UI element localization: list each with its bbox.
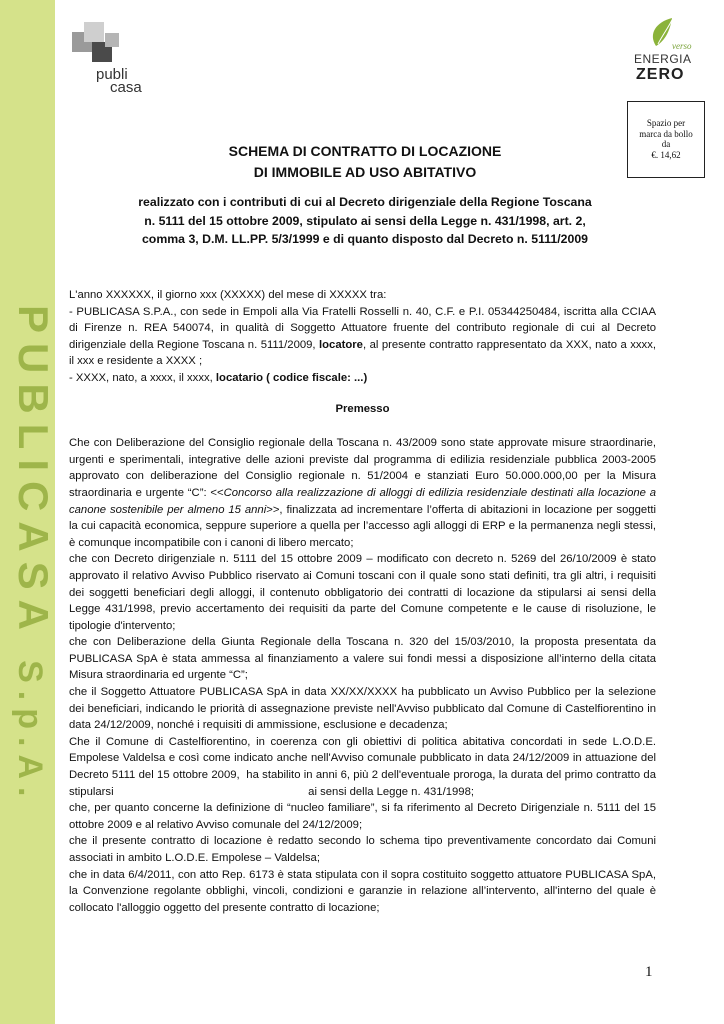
subtitle-line: realizzato con i contributi di cui al Decreto dirigenziale della Regione Toscana xyxy=(138,195,592,209)
paragraph: che in data 6/4/2011, con atto Rep. 6173 è stata stipulata con il sopra costituito soggetto attuatore PUBLICASA SpA, la Convenzione regolante obblighi, vincoli, condizioni e garanzie in relazione all’intervento, all'interno del quale è collocato l'alloggio oggetto del presente contratto di locazione; xyxy=(69,868,656,914)
paragraph: che il Soggetto Attuatore PUBLICASA SpA in data XX/XX/XXXX ha pubblicato un Avviso Pubblico per la selezione dei beneficiari, indicando le priorità di assegnazione previste nell'Avviso pubblicato dal Comune di Castelfiorentino in data 24/12/2009, nonché i requisiti di ammissione, esclusione e decadenza; xyxy=(69,686,656,732)
stamp-box xyxy=(627,101,705,178)
sidebar-brand-suffix: S.p.A. xyxy=(11,660,49,805)
title-line: DI IMMOBILE AD USO ABITATIVO xyxy=(253,164,477,180)
page-number: 1 xyxy=(645,964,653,980)
document-subtitle xyxy=(100,193,630,249)
paragraph: Che il Comune di Castelfiorentino, in coerenza con gli obiettivi di politica abitativa concordati in sede L.O.D.E. Empolese Valdelsa e così come indicato anche nell'Avviso comunale pubblicato in data 24/12/2009 in attuazione del Decreto 5111 del 15 ottobre 2009, ha stabilito in anni 6, più 2 dell'eventuale proroga, la durata del primo contratto da stipularsi ai sensi della Legge n. 431/1998; xyxy=(69,735,660,798)
paragraph: che, per quanto concerne la definizione di “nucleo familiare”, si fa riferimento al Decreto Dirigenziale n. 5111 del 15 ottobre 2009 e al relativo Avviso comunale del 24/12/2009; xyxy=(69,802,656,831)
energia-logo-energia: ENERGIA xyxy=(634,52,692,66)
title-line: SCHEMA DI CONTRATTO DI LOCAZIONE xyxy=(228,143,502,159)
paragraph: Che con Deliberazione del Consiglio regionale della Toscana n. 43/2009 sono state approvate misure straordinarie, urgenti e sperimentali, integrative delle azioni previste dal programma di edilizia residenziale pubblica 2003-2005 approvato con deliberazione del Consiglio regionale n. 51/2004 e stanziati Euro 50.000.000,00 per la Misura straordinaria e urgente “C”: <<Concorso alla realizzazione di alloggi di edilizia residenziale destinati alla locazione a canone sostenibile per almeno 15 anni>>, finalizzata ad incrementare l’offerta di abitazioni in locazione per soggetti la cui capacità economica, seppure superiore a quella per l’accesso agli alloggi di ERP e la permanenza negli stessi, è comunque incompatibile con i canoni di libero mercato; xyxy=(69,437,657,549)
premesso-heading: Premesso xyxy=(335,402,390,415)
subtitle-line: n. 5111 del 15 ottobre 2009, stipulato ai sensi della Legge n. 431/1998, art. 2, xyxy=(144,213,586,228)
party-locatario: - XXXX, nato, a xxxx, il xxxx, locatario ( codice fiscale: ...) xyxy=(69,371,368,384)
stamp-line: Spazio per xyxy=(646,118,686,128)
publicasa-logo-text-1: publi xyxy=(96,66,128,83)
publicasa-logo xyxy=(72,22,162,97)
subtitle-line: comma 3, D.M. LL.PP. 5/3/1999 e di quanto disposto dal Decreto n. 5111/2009 xyxy=(141,232,589,246)
stamp-line: €. 14,62 xyxy=(651,149,681,160)
energia-logo-verso: verso xyxy=(672,41,692,51)
paragraph: che con Deliberazione della Giunta Regionale della Toscana n. 320 del 15/03/2010, la proposta presentata da PUBLICASA SpA è stata ammessa al finanziamento a valere sui fondi messi a disposizione all’interno della citata Misura straordinaria ed urgente “C”; xyxy=(69,636,656,682)
paragraph: che il presente contratto di locazione è redatto secondo lo schema tipo preventivamente concordato dai Comuni associati in ambito L.O.D.E. Empolese – Valdelsa; xyxy=(69,835,656,864)
intro-line: L'anno XXXXXX, il giorno xxx (XXXXX) del mese di XXXXX tra: xyxy=(69,289,387,301)
energia-zero-logo xyxy=(628,16,708,86)
sidebar-brand xyxy=(9,305,57,804)
sidebar-brand-name: PUBLICASA xyxy=(10,305,57,639)
publicasa-logo-text-2: casa xyxy=(110,79,142,96)
document-body xyxy=(69,287,660,916)
stamp-line: da xyxy=(661,139,671,149)
party-locatore: - PUBLICASA S.P.A., con sede in Empoli alla Via Fratelli Rosselli n. 40, C.F. e P.I. 05344250484, iscritta alla CCIAA di Firenze n. REA 540074, in qualità di Soggetto Attuatore fruente del contributo regionale di cui al Decreto dirigenziale della Regione Toscana n. 5111/2009, locatore, al presente contratto rappresentato da XXX, nato a xxxx, il xxx e residente a XXXX ; xyxy=(69,305,656,368)
stamp-line: marca da bollo xyxy=(639,128,693,139)
paragraph: che con Decreto dirigenziale n. 5111 del 15 ottobre 2009 – modificato con decreto n. 5269 del 26/10/2009 è stato approvato il relativo Avviso Pubblico riservato ai Comuni toscani con il quale sono stati definiti, tra gli altri, i requisiti dei soggetti beneficiari degli alloggi, il contenuto obbligatorio dei contratti di locazione da stipularsi ai sensi della Legge 431/1998, previo accertamento dei requisiti da parte del Comune competente e le cause di risoluzione, le tipologie d'intervento; xyxy=(69,553,656,632)
document-title xyxy=(150,141,580,183)
energia-logo-zero: ZERO xyxy=(636,66,685,83)
